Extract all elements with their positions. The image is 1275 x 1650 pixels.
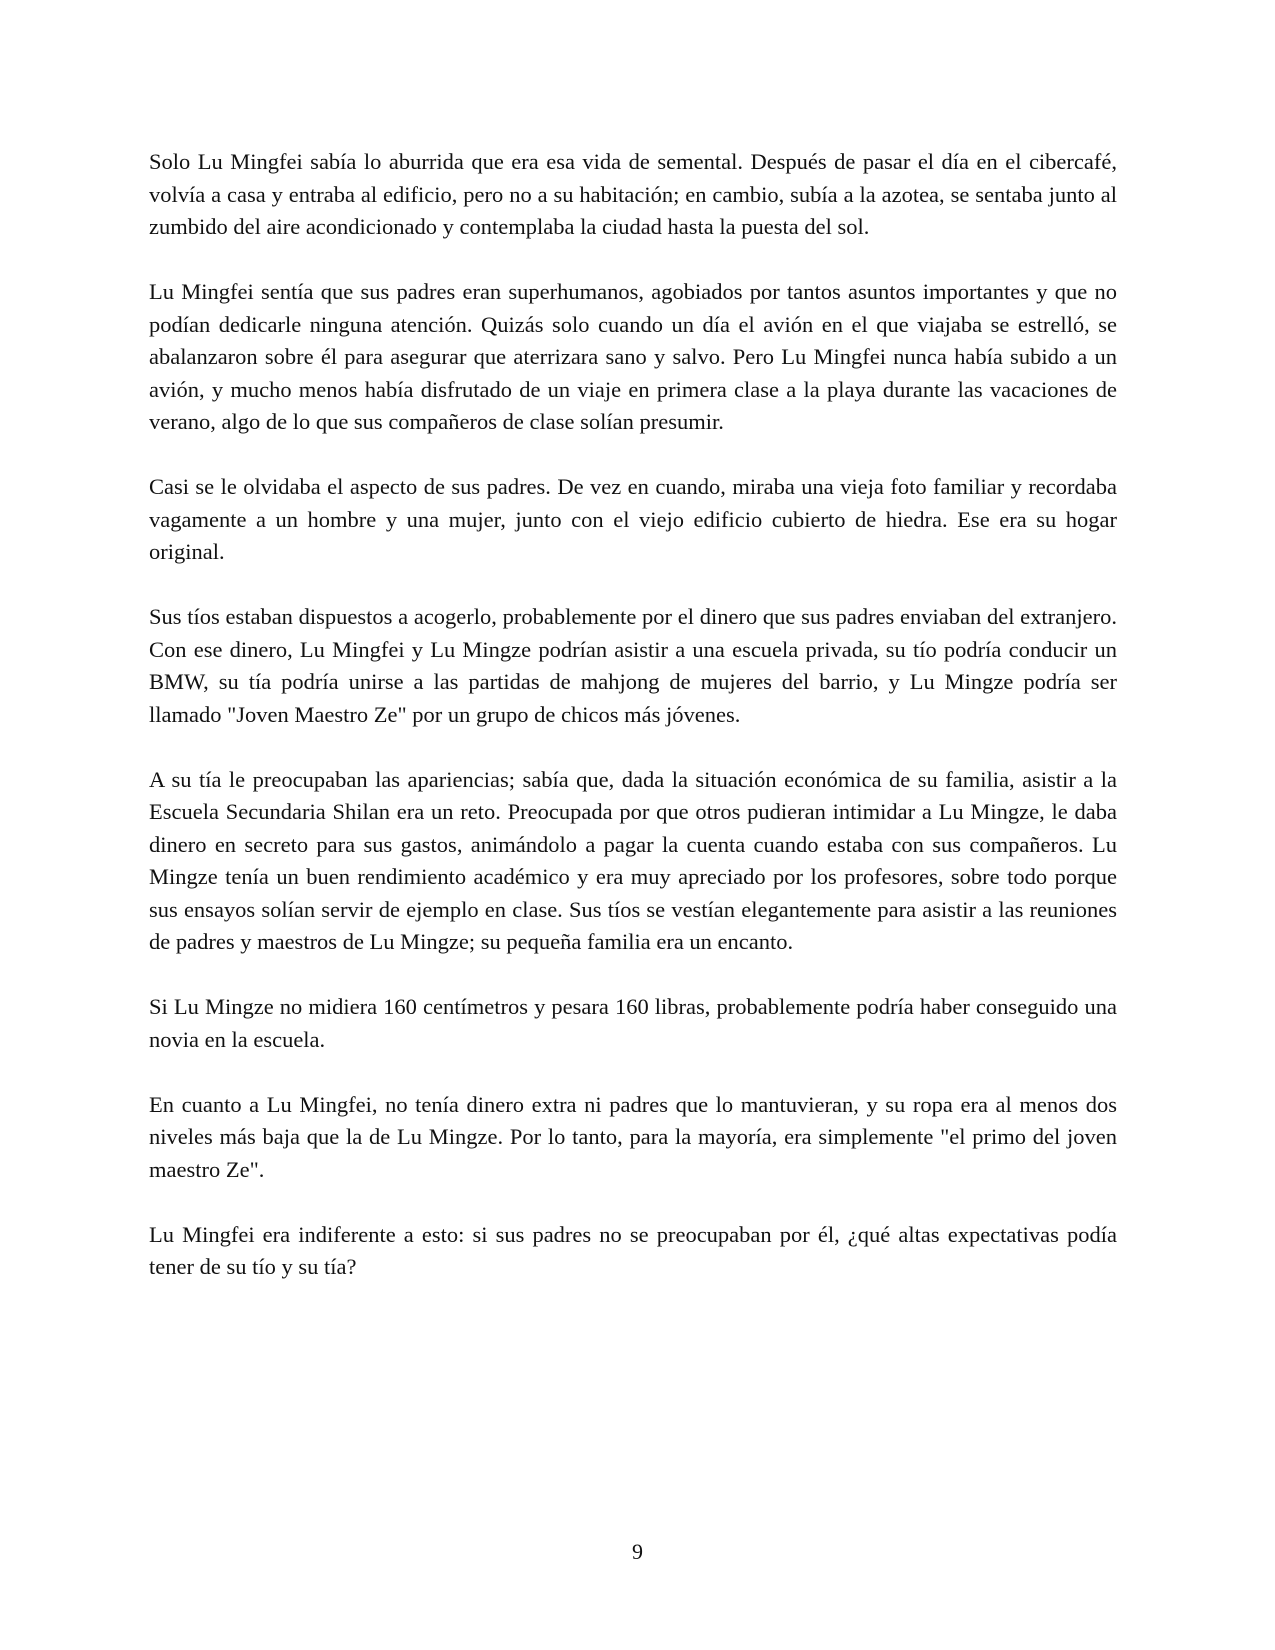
paragraph: En cuanto a Lu Mingfei, no tenía dinero extra ni padres que lo mantuvieran, y su ropa era al menos dos niveles más baja que la de Lu Mingze. Por lo tanto, para la mayoría, era simplemente "el primo del joven maestro Ze".: [149, 1091, 1117, 1182]
page-number: 9: [632, 1539, 643, 1564]
paragraph: Lu Mingfei era indiferente a esto: si sus padres no se preocupaban por él, ¿qué altas expectativas podía tener de su tío y su tía?: [149, 1221, 1117, 1279]
paragraph: Lu Mingfei sentía que sus padres eran superhumanos, agobiados por tantos asuntos importantes y que no podían dedicarle ninguna atención. Quizás solo cuando un día el avión en el que viajaba se estrelló, se abalanzaron sobre él para asegurar que aterrizara sano y salvo. Pero Lu Mingfei nunca había subido a un avión, y mucho menos había disfrutado de un viaje en primera clase a la playa durante las vacaciones de verano, algo de lo que sus compañeros de clase solían presumir.: [149, 279, 1117, 434]
page-body: [149, 146, 1117, 1316]
paragraph: Sus tíos estaban dispuestos a acogerlo, probablemente por el dinero que sus padres enviaban del extranjero. Con ese dinero, Lu Mingfei y Lu Mingze podrían asistir a una escuela privada, su tío podría conducir un BMW, su tía podría unirse a las partidas de mahjong de mujeres del barrio, y Lu Mingze podría ser llamado "Joven Maestro Ze" por un grupo de chicos más jóvenes.: [149, 604, 1117, 727]
paragraph: Solo Lu Mingfei sabía lo aburrida que era esa vida de semental. Después de pasar el día en el cibercafé, volvía a casa y entraba al edificio, pero no a su habitación; en cambio, subía a la azotea, se sentaba junto al zumbido del aire acondicionado y contemplaba la ciudad hasta la puesta del sol.: [149, 149, 1117, 239]
paragraph: Si Lu Mingze no midiera 160 centímetros y pesara 160 libras, probablemente podría haber conseguido una novia en la escuela.: [149, 994, 1117, 1052]
paragraph: Casi se le olvidaba el aspecto de sus padres. De vez en cuando, miraba una vieja foto familiar y recordaba vagamente a un hombre y una mujer, junto con el viejo edificio cubierto de hiedra. Ese era su hogar original.: [149, 474, 1117, 564]
paragraph: A su tía le preocupaban las apariencias; sabía que, dada la situación económica de su familia, asistir a la Escuela Secundaria Shilan era un reto. Preocupada por que otros pudieran intimidar a Lu Mingze, le daba dinero en secreto para sus gastos, animándolo a pagar la cuenta cuando estaba con sus compañeros. Lu Mingze tenía un buen rendimiento académico y era muy apreciado por los profesores, sobre todo porque sus ensayos solían servir de ejemplo en clase. Sus tíos se vestían elegantemente para asistir a las reuniones de padres y maestros de Lu Mingze; su pequeña familia era un encanto.: [149, 766, 1117, 954]
